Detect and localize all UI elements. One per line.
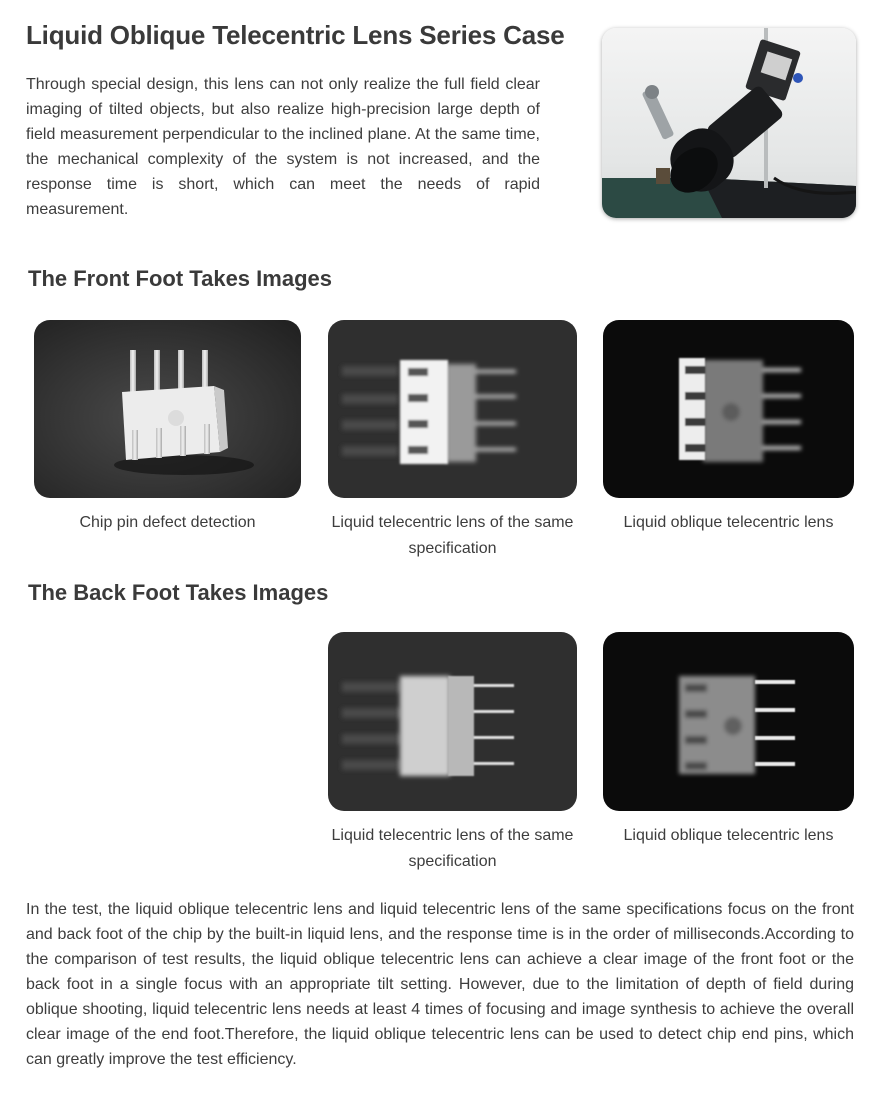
telecentric-front-image	[328, 320, 577, 498]
caption-chip-defect: Chip pin defect detection	[79, 514, 256, 531]
lens-setup-photo	[602, 28, 856, 218]
caption-telecentric-back: Liquid telecentric lens of the same specification	[331, 827, 574, 870]
back-foot-section-title: The Back Foot Takes Images	[28, 580, 329, 605]
oblique-front-image	[603, 320, 854, 498]
oblique-back-image	[603, 632, 854, 811]
caption-telecentric-front: Liquid telecentric lens of the same specification	[331, 514, 574, 557]
telecentric-back-image	[328, 632, 577, 811]
chip-photo-image	[34, 320, 301, 498]
summary-paragraph: In the test, the liquid oblique telecentric lens and liquid telecentric lens of the same specifications focus on the front and back foot of the chip by the built-in liquid lens, and the response time is in the order of milliseconds.According to the comparison of test results, the liquid oblique telecentric lens can achieve a clear image of the front foot or the back foot in a single focus with an appropriate tilt setting. However, due to the limitation of depth of field during oblique shooting, liquid telecentric lens needs at least 4 times of focusing and image synthesis to achieve the overall clear image of the end foot.Therefore, the liquid oblique telecentric lens can be used to detect chip end pins, which can greatly improve the test efficiency.	[26, 901, 854, 1068]
intro-paragraph: Through special design, this lens can not only realize the full field clear imaging of tilted objects, but also realize high-precision large depth of field measurement perpendicular to the inclined plane. At the same time, the mechanical complexity of the system is not increased, and the response time is short, which can meet the needs of rapid measurement.	[26, 76, 540, 218]
caption-oblique-front: Liquid oblique telecentric lens	[623, 514, 834, 531]
page-title: Liquid Oblique Telecentric Lens Series Case	[26, 20, 565, 50]
caption-oblique-back: Liquid oblique telecentric lens	[623, 827, 834, 844]
front-foot-section-title: The Front Foot Takes Images	[28, 266, 332, 291]
